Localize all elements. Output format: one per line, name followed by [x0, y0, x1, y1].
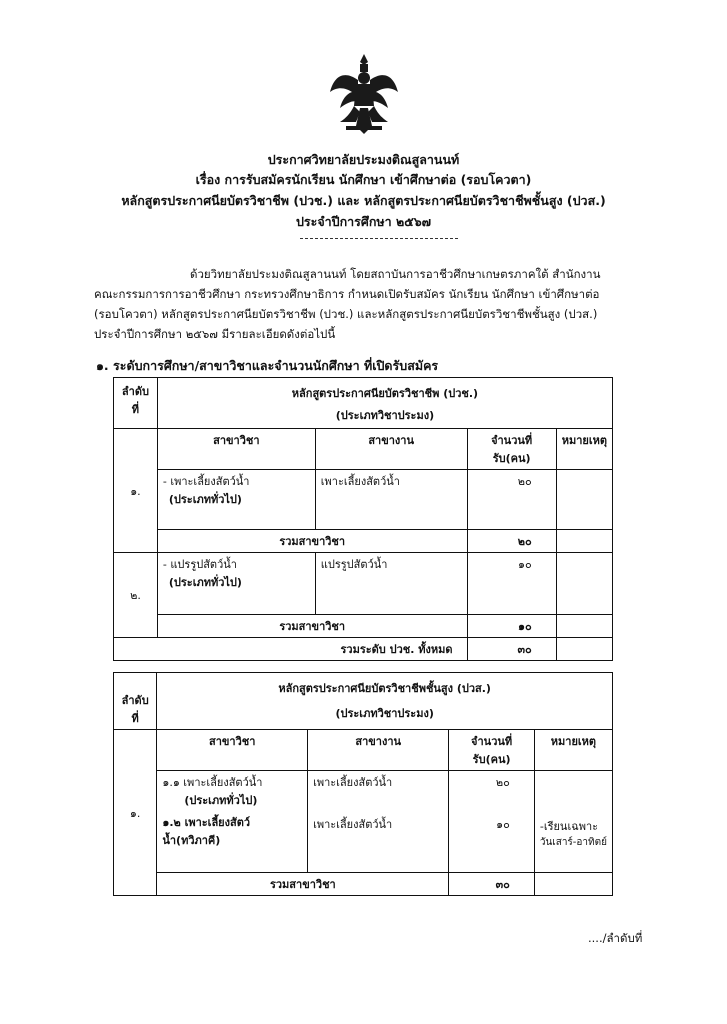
col-field-header: สาขางาน [308, 730, 449, 771]
program-name: หลักสูตรประกาศนียบัตรวิชาชีพ (ปวช.) [157, 378, 612, 405]
sub2-field: เพาะเลี้ยงสัตว์น้ำ [313, 818, 393, 831]
program-name: หลักสูตรประกาศนียบัตรวิชาชีพชั้นสูง (ปวส.) [157, 673, 613, 703]
row-1-subtotal-note [556, 530, 612, 553]
garuda-emblem-icon [328, 52, 400, 136]
row-2-order: ๒. [114, 553, 158, 638]
announcement-title: ประกาศวิทยาลัยประมงติณสูลานนท์ [267, 152, 460, 167]
row-1-note [534, 771, 612, 873]
intro-line-2: คณะกรรมการการอาชีวศึกษา กระทรวงศึกษาธิการ กำหนดเปิดรับสมัคร นักเรียน นักศึกษา เข้าศึกษาต่อ [94, 287, 600, 301]
program-type: (ประเภทวิชาประมง) [157, 702, 613, 729]
intro-line-4: ประจำปีการศึกษา ๒๕๖๗ มีรายละเอียดดังต่อไปนี้ [94, 327, 336, 341]
row-2-count: ๑๐ [467, 553, 556, 615]
sub2-count: ๑๐ [496, 818, 510, 831]
col-major-header: สาขาวิชา [157, 730, 308, 771]
sub2-note-line-2: วันเสาร์-อาทิตย์ [539, 837, 607, 848]
row-2-subtotal: ๑๐ [467, 615, 556, 638]
col-major-header: สาขาวิชา [157, 429, 315, 470]
row-1-field: เพาะเลี้ยงสัตว์น้ำ [315, 470, 467, 530]
pvc-table [113, 377, 613, 661]
row-2-subtotal-note [556, 615, 612, 638]
col-field-header: สาขางาน [315, 429, 467, 470]
sub1-major-name: ๑.๑ เพาะเลี้ยงสัตว์น้ำ [162, 776, 263, 789]
pvc-total-label: รวมระดับ ปวช. ทั้งหมด [114, 638, 468, 661]
col-count-header: จำนวนที่รับ(คน) [449, 730, 535, 771]
row-1-count: ๒๐ [467, 470, 556, 530]
intro-line-1: ด้วยวิทยาลัยประมงติณสูลานนท์ โดยสถาบันการอาชีวศึกษาเกษตรภาคใต้ สำนักงาน [190, 267, 601, 281]
row-2-subtotal-label: รวมสาขาวิชา [157, 615, 467, 638]
row-1-note [556, 470, 612, 530]
row-2-field: แปรรูปสัตว์น้ำ [315, 553, 467, 615]
row-1-order: ๑. [114, 429, 158, 553]
col-note-header: หมายเหตุ [556, 429, 612, 470]
subtotal-note [534, 873, 612, 896]
row-1-field [308, 771, 449, 873]
row-2-major-type: (ประเภททั่วไป) [168, 576, 242, 589]
order-header: ลำดับ ที่ [114, 378, 158, 429]
announcement-year: ประจำปีการศึกษา ๒๕๖๗ [295, 214, 432, 229]
pvs-table [113, 672, 613, 896]
col-count-header: จำนวนที่รับ(คน) [467, 429, 556, 470]
row-1-order: ๑. [114, 730, 157, 896]
title-divider [300, 238, 458, 239]
section-1-heading: ๑. ระดับการศึกษา/สาขาวิชาและจำนวนนักศึกษา ที่เปิดรับสมัคร [96, 358, 439, 373]
program-type: (ประเภทวิชาประมง) [157, 404, 612, 429]
sub2-major-name: ๑.๒ เพาะเลี้ยงสัตว์น้ำ(ทวิภาคี) [162, 816, 251, 847]
order-header: ลำดับ ที่ [114, 673, 157, 730]
announcement-subject: เรื่อง การรับสมัครนักเรียน นักศึกษา เข้าศึกษาต่อ (รอบโควตา) [195, 172, 532, 187]
announcement-programs: หลักสูตรประกาศนียบัตรวิชาชีพ (ปวช.) และ หลักสูตรประกาศนียบัตรวิชาชีพชั้นสูง (ปวส.) [121, 193, 606, 208]
row-2-note [556, 553, 612, 615]
row-1-major [157, 771, 308, 873]
sub1-major-type: (ประเภททั่วไป) [184, 794, 258, 807]
sub2-note-line-1: -เรียนเฉพาะ [539, 820, 599, 833]
sub1-field: เพาะเลี้ยงสัตว์น้ำ [313, 776, 393, 789]
page-continuation: ..../ลำดับที่ [588, 931, 643, 945]
intro-line-3: (รอบโควตา) หลักสูตรประกาศนียบัตรวิชาชีพ (ปวช.) และหลักสูตรประกาศนียบัตรวิชาชีพชั้นสูง (ปวส.) [94, 307, 598, 321]
row-2-major-name: - แปรรูปสัตว์น้ำ [162, 558, 237, 571]
row-1-major [157, 470, 315, 530]
subtotal-label: รวมสาขาวิชา [157, 873, 449, 896]
row-1-subtotal: ๒๐ [467, 530, 556, 553]
row-1-count [449, 771, 535, 873]
row-1-subtotal-label: รวมสาขาวิชา [157, 530, 467, 553]
pvc-total: ๓๐ [467, 638, 556, 661]
pvc-total-note [556, 638, 612, 661]
row-1-major-type: (ประเภททั่วไป) [168, 493, 242, 506]
sub1-count: ๒๐ [495, 776, 510, 789]
row-1-major-name: - เพาะเลี้ยงสัตว์น้ำ [162, 475, 250, 488]
row-2-major [157, 553, 315, 615]
subtotal-value: ๓๐ [449, 873, 535, 896]
col-note-header: หมายเหตุ [534, 730, 612, 771]
intro-paragraph [94, 264, 680, 344]
